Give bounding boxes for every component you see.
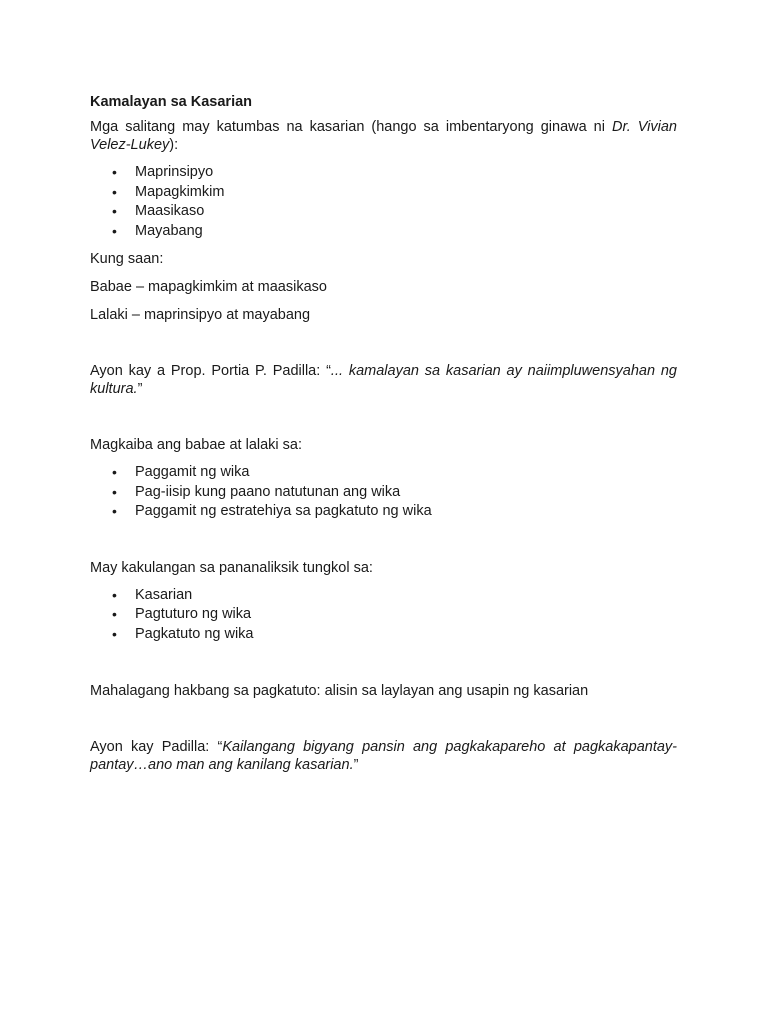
intro-text-end: ): <box>169 137 179 153</box>
quote-text: Kailangang bigyang pansin ang pagkakapareho at pagkakapantay-pantay…ano man ang kanilang kasarian. <box>90 739 678 773</box>
list-item: • Pagkatuto ng wika <box>90 625 677 645</box>
list-item: • Maasikaso <box>90 202 677 222</box>
mahalagang-hakbang-line: Mahalagang hakbang sa pagkatuto: alisin sa laylayan ang usapin ng kasarian <box>90 683 589 699</box>
words-list <box>90 163 677 241</box>
list-item: • Maprinsipyo <box>90 163 677 183</box>
kakulangan-list <box>90 586 677 645</box>
list-item: • Pagtuturo ng wika <box>90 605 677 625</box>
lalaki-line: Lalaki – maprinsipyo at mayabang <box>90 307 311 323</box>
list-item: • Mapagkimkim <box>90 183 677 203</box>
document-body <box>90 92 677 774</box>
magkaiba-list <box>90 463 677 522</box>
intro-paragraph <box>90 118 677 154</box>
list-item: • Kasarian <box>90 586 677 606</box>
babae-line: Babae – mapagkimkim at maasikaso <box>90 279 327 295</box>
quote-text: ... kamalayan sa kasarian ay naiimpluwensyahan ng kultura. <box>90 363 677 397</box>
list-item: • Mayabang <box>90 222 677 242</box>
intro-text: Mga salitang may katumbas na kasarian (hango sa imbentaryong ginawa ni <box>90 119 612 135</box>
list-item: • Paggamit ng estratehiya sa pagkatuto ng wika <box>90 502 677 522</box>
kung-saan-label: Kung saan: <box>90 251 164 267</box>
kakulangan-heading: May kakulangan sa pananaliksik tungkol sa: <box>90 559 373 576</box>
document-title: Kamalayan sa Kasarian <box>90 94 253 110</box>
quote-prefix: Ayon kay a Prop. Portia P. Padilla: “ <box>90 363 331 379</box>
padilla-quote2-paragraph <box>90 738 677 774</box>
quote-prefix: Ayon kay Padilla: “ <box>90 739 223 755</box>
quote-suffix: ” <box>137 381 143 397</box>
intro-author-name: Dr. Vivian Velez-Lukey <box>90 119 677 153</box>
list-item: • Pag-iisip kung paano natutunan ang wika <box>90 483 677 503</box>
list-item: • Paggamit ng wika <box>90 463 677 483</box>
quote-suffix: ” <box>353 757 359 773</box>
magkaiba-heading: Magkaiba ang babae at lalaki sa: <box>90 437 303 453</box>
padilla-quote-paragraph <box>90 362 677 398</box>
